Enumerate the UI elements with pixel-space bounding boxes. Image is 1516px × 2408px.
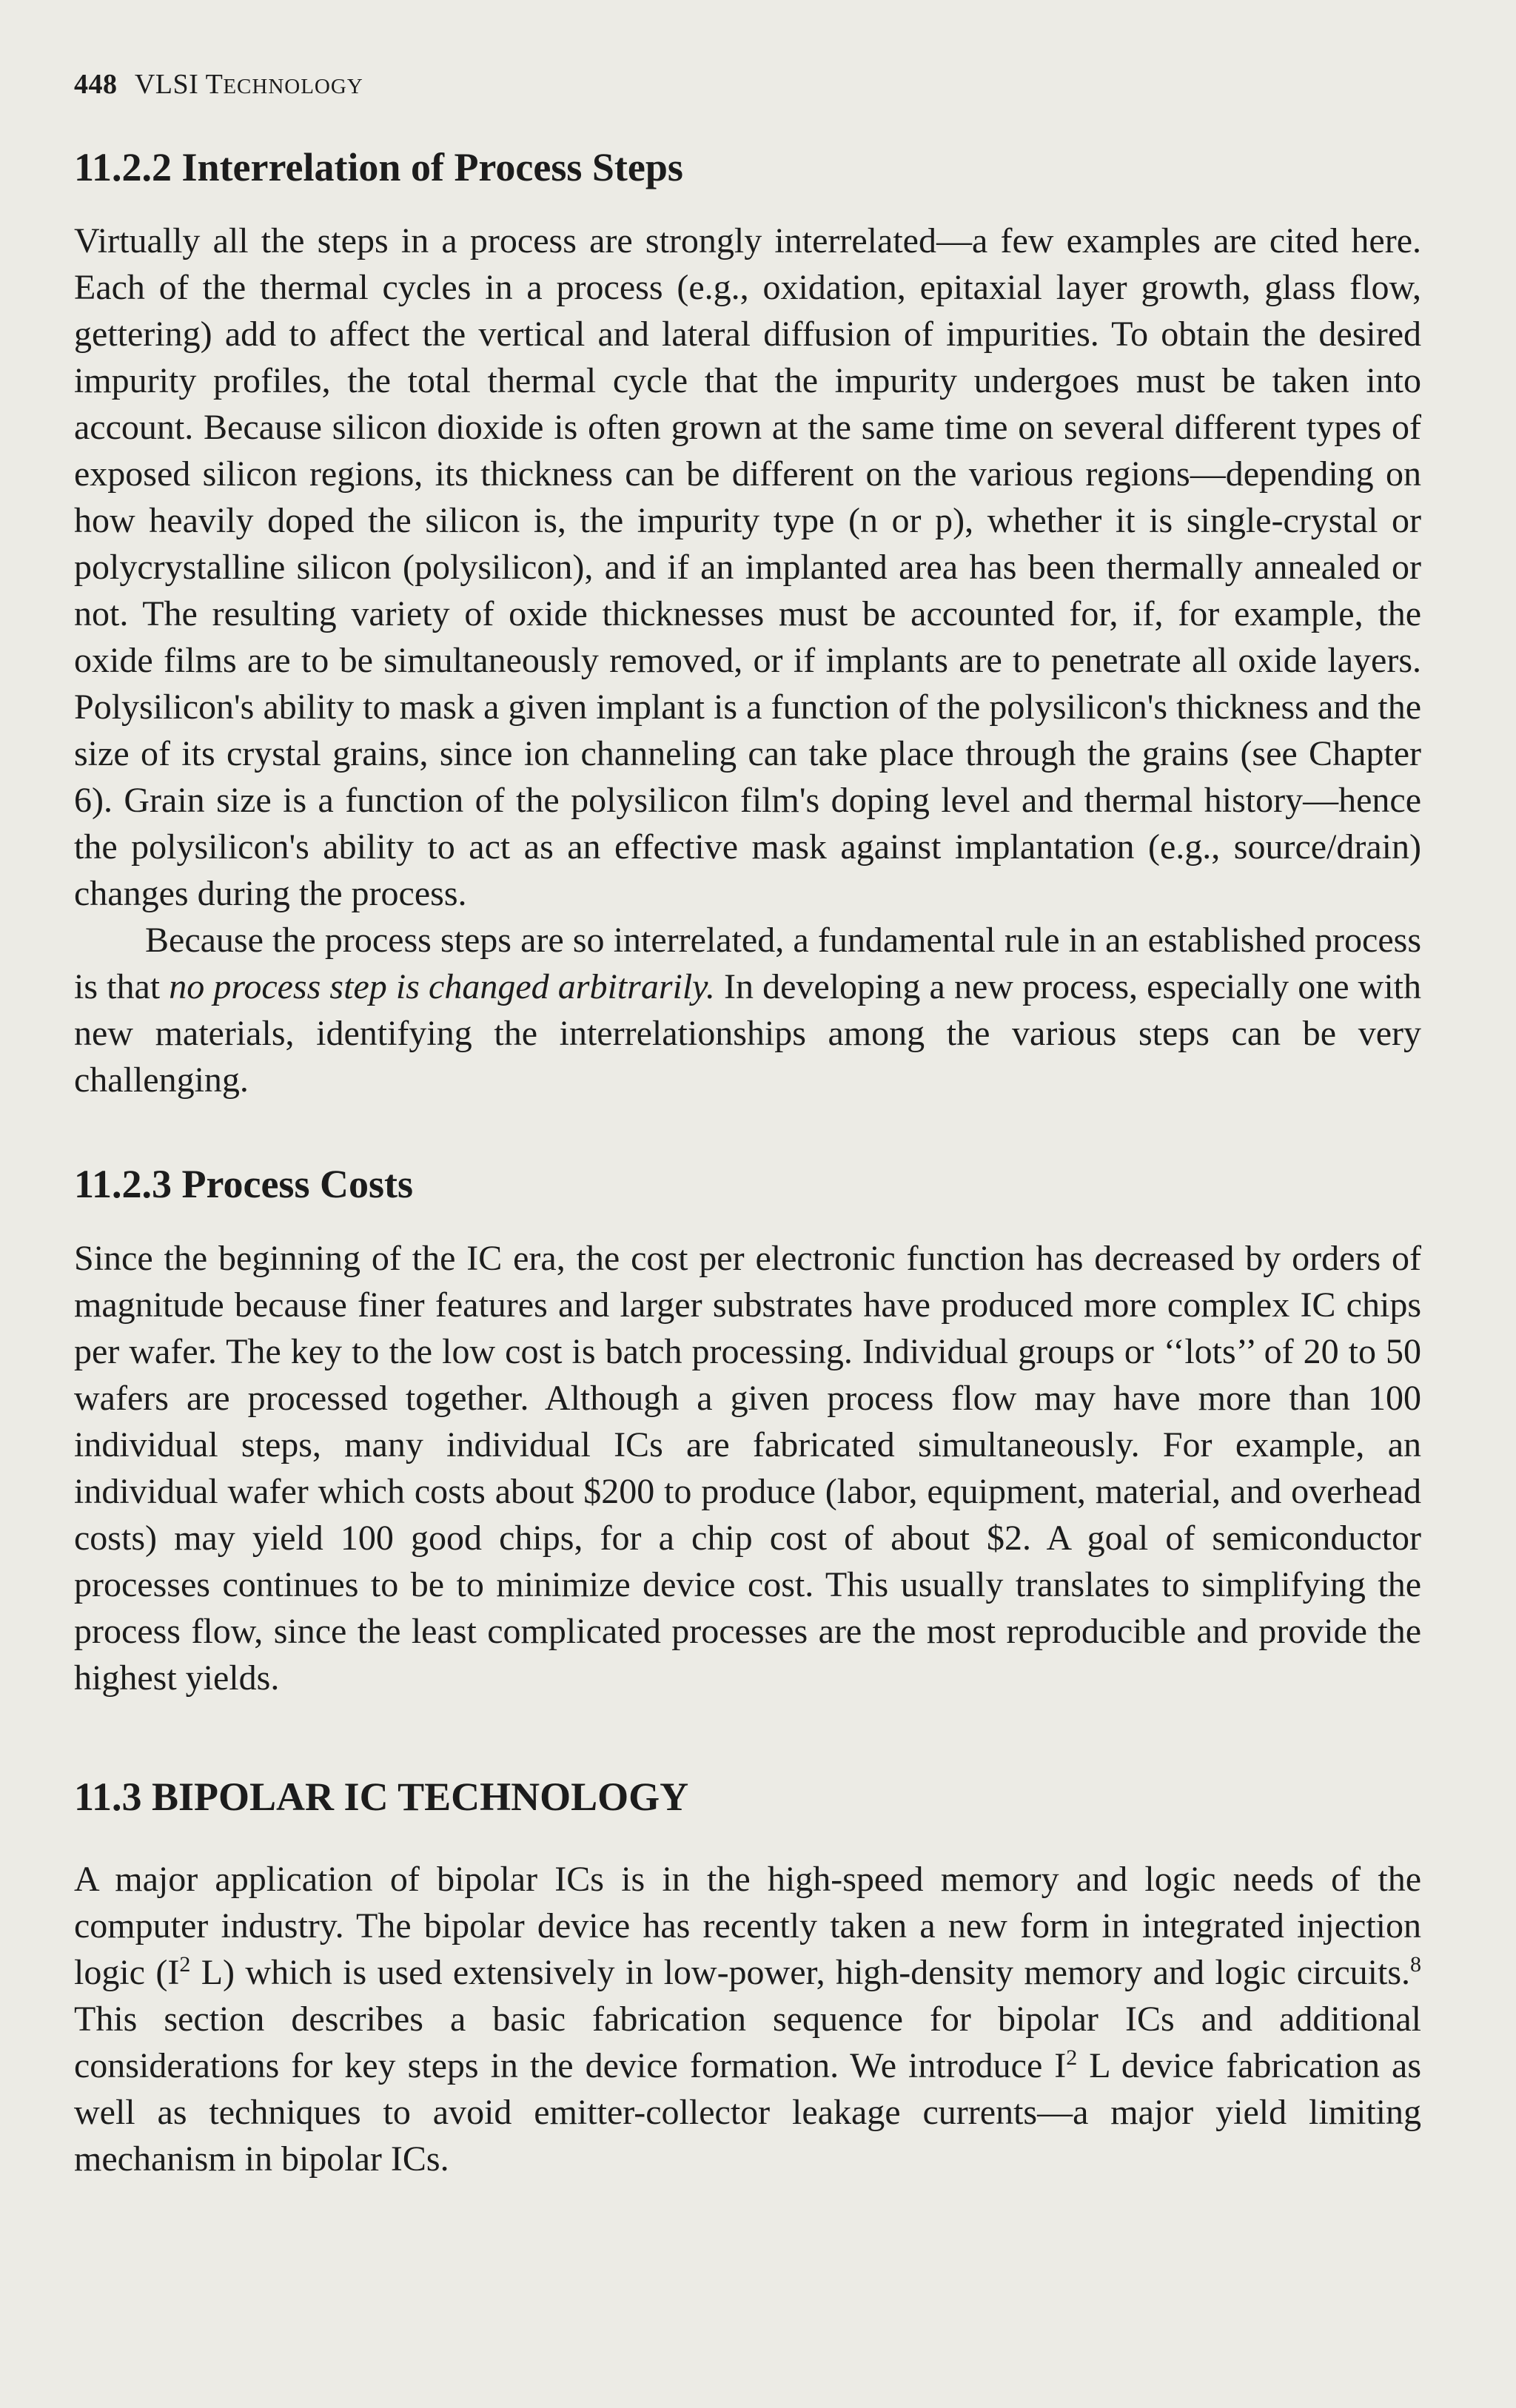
section-spacer: [74, 1103, 1421, 1163]
paragraph-text: This section describes a basic fabrication sequence for bipolar ICs and additional considerations for key steps in the device formation. We introduce I: [74, 2000, 1421, 2086]
paragraph-text: Because the process steps are so interrelated, a fundamental rule in an established process is that: [74, 921, 1421, 1007]
paragraph-process-costs: Since the beginning of the IC era, the cost per electronic function has decreased by orders of magnitude because finer features and larger substrates have produced more complex IC chips per wafer. The key to the low cost is batch processing. Individual groups or ‘‘lots’’ of 20 to 50 wafers are processed together. Although a given process flow may have more than 100 individual steps, many individual ICs are fabricated simultaneously. For example, an individual wafer which costs about $200 to produce (labor, equipment, material, and overhead costs) may yield 100 good chips, for a chip cost of about $2. A goal of semiconductor processes continues to be to minimize device cost. This usually translates to simplifying the process flow, since the least complicated processes are the most reproducible and provide the highest yields.: [74, 1238, 1421, 1698]
paragraph-interrelation-2: [74, 917, 1421, 1103]
page: [74, 70, 1421, 2182]
paragraph-text: In developing a new process, especially one with new materials, identifying the interrelationships among the various steps can be very challenging.: [74, 967, 1421, 1100]
superscript: 2: [179, 1952, 191, 1977]
paragraph-interrelation-1: Virtually all the steps in a process are strongly interrelated—a few examples are cited here. Each of the thermal cycles in a process (e.g., oxidation, epitaxial layer growth, glass flow, gettering) add to affect the vertical and lateral diffusion of impurities. To obtain the desired impurity profiles, the total thermal cycle that the impurity undergoes must be taken into account. Because silicon dioxide is often grown at the same time on several different types of exposed silicon regions, its thickness can be different on the various regions—depending on how heavily doped the silicon is, the impurity type (n or p), whether it is single-crystal or polycrystalline silicon (polysilicon), and if an implanted area has been thermally annealed or not. The resulting variety of oxide thicknesses must be accounted for, if, for example, the oxide films are to be simultaneously removed, or if implants are to penetrate all oxide layers. Polysilicon's ability to mask a given implant is a function of the polysilicon's thickness and the size of its crystal grains, since ion channeling can take place through the grains (see Chapter 6). Grain size is a function of the polysilicon film's doping level and thermal history—hence the polysilicon's ability to act as an effective mask against implantation (e.g., source/drain) changes during the process.: [74, 221, 1421, 914]
running-head-prefix: VLSI: [134, 69, 199, 100]
section-heading-11-2-2: 11.2.2 Interrelation of Process Steps: [74, 145, 683, 189]
section-heading-11-2-3: 11.2.3 Process Costs: [74, 1162, 413, 1207]
section-heading-11-3: 11.3 BIPOLAR IC TECHNOLOGY: [74, 1774, 689, 1819]
running-head: [74, 70, 1421, 98]
paragraph-text: L device fabrication as well as techniques to avoid emitter-collector leakage currents—a major yield limiting mechanism in bipolar ICs.: [74, 2046, 1421, 2179]
running-head-initial: T: [205, 69, 224, 100]
running-head-rest: ECHNOLOGY: [223, 75, 363, 98]
superscript: 2: [1066, 2045, 1078, 2071]
paragraph-bipolar: [74, 1856, 1421, 2182]
page-number: 448: [74, 69, 118, 100]
paragraph-text: A major application of bipolar ICs is in the high-speed memory and logic needs of the computer industry. The bipolar device has recently taken a new form in integrated injection logic (I: [74, 1860, 1421, 1993]
reference-superscript: 8: [1410, 1952, 1422, 1977]
paragraph-text: L) which is used extensively in low-power, high-density memory and logic circuits.: [190, 1953, 1411, 1993]
italic-emphasis: no process step is changed arbitrarily.: [169, 967, 715, 1007]
section-spacer: [74, 1701, 1421, 1775]
